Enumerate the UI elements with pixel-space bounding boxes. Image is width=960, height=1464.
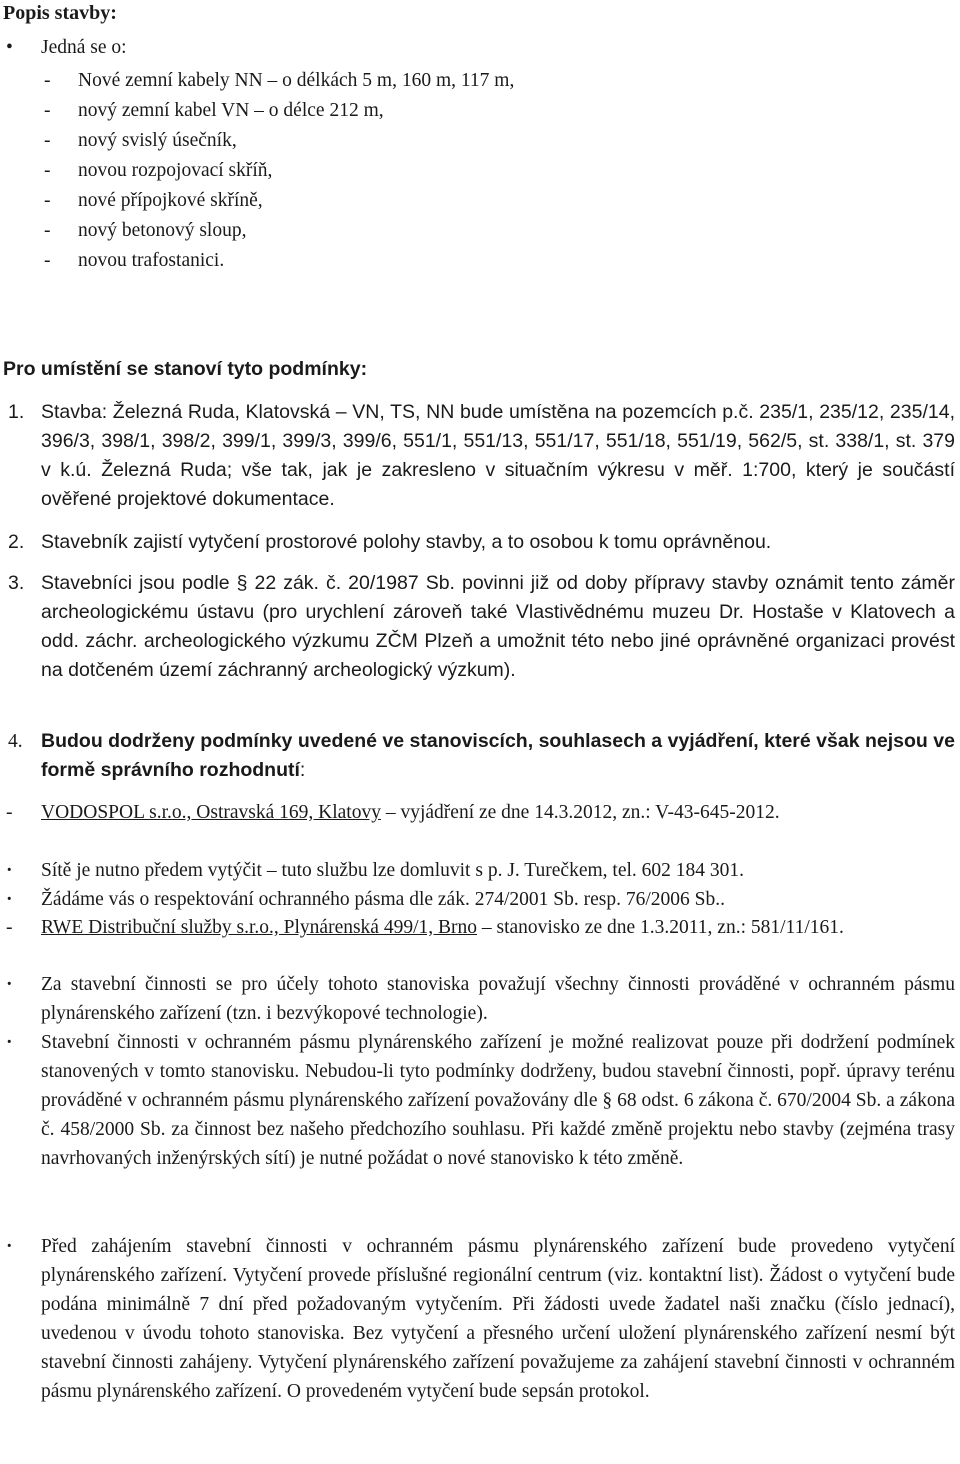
conditions-heading: Pro umístění se stanoví tyto podmínky: bbox=[3, 358, 368, 380]
bullet-icon: • bbox=[6, 37, 13, 58]
point-text: Žádáme vás o respektování ochranného pásma dle zák. 274/2001 Sb. resp. 76/2006 Sb.. bbox=[41, 889, 725, 910]
point-text: Sítě je nutno předem vytýčit – tuto službu lze domluvit s p. J. Turečkem, tel. 602 184 301. bbox=[41, 860, 745, 881]
list-item: - nový betonový sloup, bbox=[44, 220, 247, 241]
rwe-point bbox=[0, 1028, 955, 1173]
bullet-icon: · bbox=[6, 1236, 13, 1257]
bullet-icon: · bbox=[6, 1032, 13, 1053]
list-item: - novou rozpojovací skříň, bbox=[44, 160, 273, 181]
point-text: Stavební činnosti v ochranném pásmu plynárenského zařízení je možné realizovat pouze při dodržení podmínek stanovených v tomto stanovisku. Nebudou-li tyto podmínky dodrženy, budou stavební činnosti, popř. úpravy terénu prováděné v ochranném pásmu plynárenského zařízení považovány dle § 68 odst. 6 zákona č. 670/2004 Sb. a zákona č. 458/2000 Sb. za činnost bez našeho předchozího souhlasu. Při každé změně projektu nebo stavby (zejména trasy navrhovaných inženýrských sítí) je nutné požádat o nové stanovisko k této změně. bbox=[41, 1032, 955, 1169]
condition-1 bbox=[0, 398, 955, 514]
section-heading: Popis stavby: bbox=[3, 2, 117, 24]
vodospol-point bbox=[0, 885, 955, 914]
condition-4 bbox=[0, 727, 955, 785]
list-item: - nový svislý úsečník, bbox=[44, 130, 237, 151]
condition-text: Stavba: Železná Ruda, Klatovská – VN, TS, NN bude umístěna na pozemcích p.č. 235/1, 235/12, 235/14, 396/3, 398/1, 398/2, 399/1, 399/3, 399/6, 551/1, 551/13, 551/17, 551/18, 551/19, 562/5, st. 338/1, st. 379 v k.ú. Železná Ruda; vše tak, jak je zakresleno v situačním výkresu v měř. 1:700, který je součástí ověřené projektové dokumentace. bbox=[41, 401, 955, 510]
list-item: - nový zemní kabel VN – o délce 212 m, bbox=[44, 100, 384, 121]
point-text: Před zahájením stavební činnosti v ochranném pásmu plynárenského zařízení bude provedeno vytyčení plynárenského zařízení. Vytyčení provede příslušné regionální centrum (viz. kontaktní list). Žádost o vytyčení bude podána minimálně 7 dní před požadovaným vytyčením. Při žádosti uvede žadatel naši značku (číslo jednací), uvedenou v úvodu tohoto stanoviska. Bez vytyčení a přesného určení uložení plynárenského zařízení nesmí být stavební činnosti zahájeny. Vytyčení plynárenského zařízení považujeme za zahájení stavební činnosti v ochranném pásmu plynárenského zařízení. O provedeném vytyčení bude sepsán protokol. bbox=[41, 1236, 955, 1402]
vodospol-entry: - VODOSPOL s.r.o., Ostravská 169, Klatovy – vyjádření ze dne 14.3.2012, zn.: V-43-645-2012. bbox=[6, 802, 780, 823]
construction-items-list bbox=[44, 66, 514, 276]
bullet-icon: · bbox=[6, 974, 13, 995]
vodospol-name: VODOSPOL s.r.o., Ostravská 169, Klatovy bbox=[41, 802, 381, 823]
condition-number: 2. bbox=[8, 531, 25, 553]
bullet-icon: · bbox=[6, 889, 13, 910]
condition-text: Stavebník zajistí vytyčení prostorové polohy stavby, a to osobou k tomu oprávněnou. bbox=[41, 531, 772, 553]
point-text: Za stavební činnosti se pro účely tohoto stanoviska považují všechny činnosti prováděné v ochranném pásmu plynárenského zařízení (tzn. i bezvýkopové technologie). bbox=[41, 974, 955, 1024]
rwe-entry: - RWE Distribuční služby s.r.o., Plynárenská 499/1, Brno – stanovisko ze dne 1.3.2011, zn.: 581/11/161. bbox=[6, 917, 844, 938]
intro-text: Jedná se o: bbox=[41, 37, 127, 58]
condition-number: 1. bbox=[8, 401, 25, 423]
list-item: - novou trafostanici. bbox=[44, 250, 225, 271]
rwe-point bbox=[0, 970, 955, 1028]
rwe-name: RWE Distribuční služby s.r.o., Plynárenská 499/1, Brno bbox=[41, 917, 478, 938]
list-item: - nové přípojkové skříně, bbox=[44, 190, 263, 211]
condition-text: Stavebníci jsou podle § 22 zák. č. 20/1987 Sb. povinni již od doby přípravy stavby oznámit tento záměr archeologickému ústavu (pro urychlení zároveň také Vlastivědnému muzeu Dr. Hostaše v Klatovech a odd. záchr. archeologického výzkumu ZČM Plzeň a umožnit této nebo jiné oprávněné organizaci provést na dotčeném území záchranný archeologický výzkum). bbox=[41, 572, 955, 681]
condition-3 bbox=[0, 569, 955, 685]
vodospol-point bbox=[0, 856, 955, 885]
condition-number: 3. bbox=[8, 572, 25, 594]
condition-2 bbox=[0, 528, 955, 557]
condition-text: Budou dodrženy podmínky uvedené ve stanoviscích, souhlasech a vyjádření, které však nejsou ve formě správního rozhodnutí: bbox=[41, 730, 955, 781]
rwe-point bbox=[0, 1232, 955, 1406]
bullet-icon: · bbox=[6, 860, 13, 881]
condition-number: 4. bbox=[8, 731, 23, 752]
list-item: - Nové zemní kabely NN – o délkách 5 m, 160 m, 117 m, bbox=[44, 70, 515, 91]
